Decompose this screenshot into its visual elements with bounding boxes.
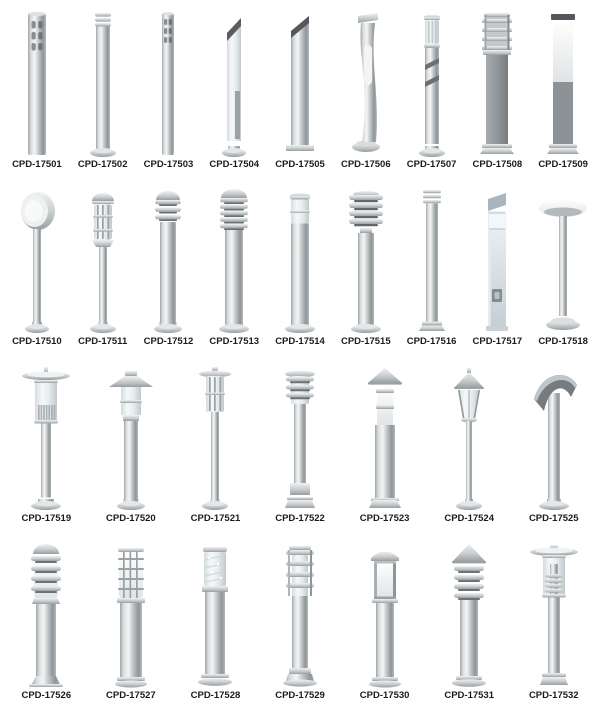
lamp-image-spring-square: [401, 184, 463, 334]
product-code: CPD-17530: [359, 690, 410, 701]
product-code: CPD-17506: [340, 159, 391, 170]
product-item: [89, 361, 174, 531]
product-item: [136, 184, 202, 354]
product-code: CPD-17520: [106, 513, 156, 524]
product-code: CPD-17522: [275, 513, 325, 524]
product-code: CPD-17511: [78, 336, 128, 347]
lamp-image-classic-lantern: [438, 361, 500, 511]
product-item: [136, 7, 202, 177]
product-code: CPD-17527: [106, 690, 156, 701]
lamp-image-disc-louver: [269, 361, 331, 511]
product-code: CPD-17514: [275, 336, 325, 347]
product-code: CPD-17515: [340, 336, 391, 347]
lamp-image-ribbed-cap: [72, 7, 134, 157]
lamp-image-pyramid-louver: [438, 538, 500, 688]
product-item: [201, 184, 267, 354]
lamp-image-disc-head: [6, 184, 68, 334]
lamp-image-slot-cylinder: [6, 7, 68, 157]
product-item: [4, 538, 89, 708]
product-code: CPD-17523: [359, 513, 410, 524]
lamp-image-slant-top: [203, 7, 265, 157]
lamp-image-slant-square: [269, 7, 331, 157]
product-item: [267, 184, 333, 354]
product-code: CPD-17521: [190, 513, 241, 524]
product-code: CPD-17519: [21, 513, 72, 524]
lamp-image-curved-hood: [523, 361, 585, 511]
product-item: [70, 184, 136, 354]
product-code: CPD-17504: [209, 159, 260, 170]
product-item: [342, 538, 427, 708]
lamp-image-white-panel-square: [532, 7, 594, 157]
product-code: CPD-17528: [190, 690, 241, 701]
lamp-image-disc-coil: [523, 538, 585, 688]
product-code: CPD-17513: [209, 336, 260, 347]
lamp-image-lattice-square: [466, 7, 528, 157]
product-code: CPD-17524: [444, 513, 494, 524]
lamp-image-square-lantern: [354, 538, 416, 688]
product-code: CPD-17517: [472, 336, 523, 347]
product-code: CPD-17518: [538, 336, 588, 347]
product-code: CPD-17516: [406, 336, 457, 347]
catalog-row: [0, 0, 600, 177]
lamp-image-slot-slim: [137, 7, 199, 157]
lamp-image-cage-bollard: [100, 538, 162, 688]
lamp-image-glass-top: [401, 7, 463, 157]
lamp-image-louver-stack: [269, 538, 331, 688]
product-item: [4, 7, 70, 177]
lamp-image-glass-band: [269, 184, 331, 334]
product-item: [333, 184, 399, 354]
catalog-row: [0, 354, 600, 531]
product-item: [399, 184, 465, 354]
product-item: [464, 7, 530, 177]
catalog-row: [0, 531, 600, 708]
lamp-image-dome-louver-bollard: [15, 538, 77, 688]
product-item: [258, 538, 343, 708]
product-item: [89, 538, 174, 708]
lamp-image-wide-louver: [335, 184, 397, 334]
product-item: [427, 538, 512, 708]
product-item: [530, 184, 596, 354]
lamp-image-dome-louver: [137, 184, 199, 334]
product-item: [258, 361, 343, 531]
product-item: [267, 7, 333, 177]
lamp-image-disc-hat-cage: [15, 361, 77, 511]
product-code: CPD-17525: [528, 513, 579, 524]
product-code: CPD-17529: [275, 690, 325, 701]
lamp-image-dome-louver-tall: [203, 184, 265, 334]
product-code: CPD-17507: [406, 159, 457, 170]
product-code: CPD-17532: [528, 690, 579, 701]
lamp-image-pagoda: [354, 361, 416, 511]
product-item: [201, 7, 267, 177]
lamp-image-crystal-band: [184, 538, 246, 688]
lamp-image-cone-hat: [100, 361, 162, 511]
product-code: CPD-17512: [143, 336, 194, 347]
product-code: CPD-17508: [472, 159, 523, 170]
lamp-image-flat-hat-cage: [184, 361, 246, 511]
product-item: [399, 7, 465, 177]
lamp-image-box-post: [466, 184, 528, 334]
product-item: [173, 361, 258, 531]
product-item: [4, 184, 70, 354]
product-code: CPD-17502: [77, 159, 128, 170]
catalog-row: [0, 177, 600, 354]
product-code: CPD-17503: [143, 159, 194, 170]
product-item: [333, 7, 399, 177]
product-item: [427, 361, 512, 531]
product-item: [4, 361, 89, 531]
lamp-image-mushroom: [532, 184, 594, 334]
product-code: CPD-17526: [21, 690, 72, 701]
product-item: [342, 361, 427, 531]
product-item: [530, 7, 596, 177]
product-item: [464, 184, 530, 354]
product-code: CPD-17510: [12, 336, 62, 347]
product-code: CPD-17531: [444, 690, 494, 701]
product-item: [511, 361, 596, 531]
lamp-image-caged-lantern: [72, 184, 134, 334]
lamp-image-twisted: [335, 7, 397, 157]
product-item: [173, 538, 258, 708]
product-item: [70, 7, 136, 177]
product-code: CPD-17505: [275, 159, 325, 170]
product-code: CPD-17501: [12, 159, 62, 170]
product-item: [511, 538, 596, 708]
product-code: CPD-17509: [538, 159, 588, 170]
